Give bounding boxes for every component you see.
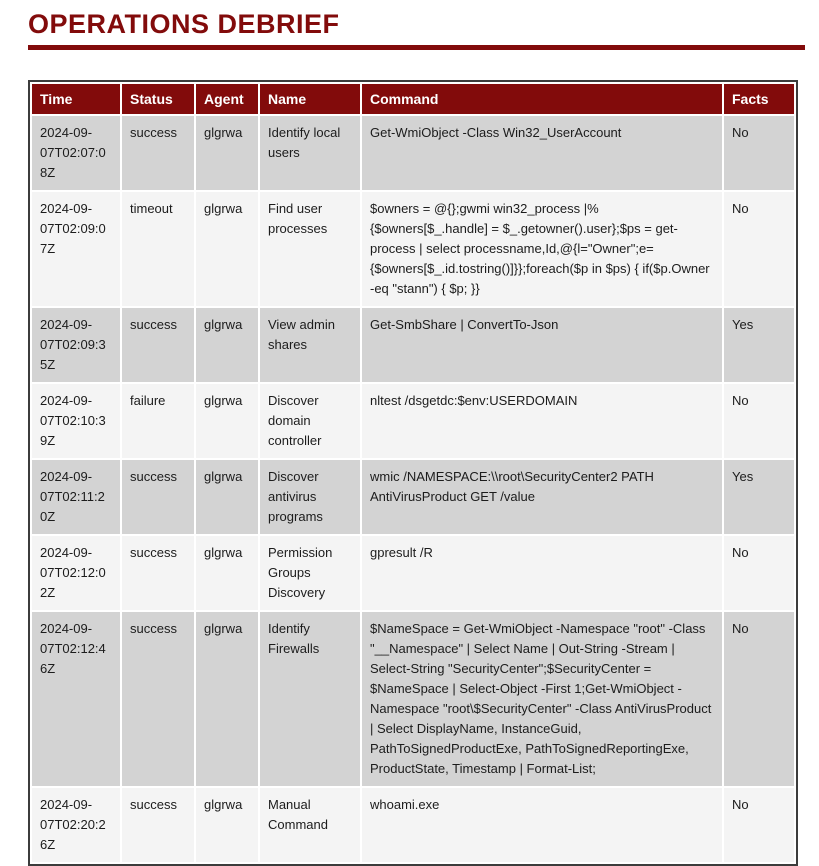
cell-agent: glgrwa [196,612,258,786]
cell-time: 2024-09-07T02:12:02Z [32,536,120,610]
cell-facts: No [724,192,794,306]
cell-time: 2024-09-07T02:09:07Z [32,192,120,306]
cell-name: Find user processes [260,192,360,306]
cell-status: failure [122,384,194,458]
cell-agent: glgrwa [196,384,258,458]
cell-facts: No [724,536,794,610]
column-header-time: Time [32,84,120,114]
cell-time: 2024-09-07T02:07:08Z [32,116,120,190]
cell-time: 2024-09-07T02:09:35Z [32,308,120,382]
cell-time: 2024-09-07T02:10:39Z [32,384,120,458]
cell-command: nltest /dsgetdc:$env:USERDOMAIN [362,384,722,458]
cell-command: wmic /NAMESPACE:\\root\SecurityCenter2 PATH AntiVirusProduct GET /value [362,460,722,534]
cell-status: success [122,788,194,862]
cell-name: Discover antivirus programs [260,460,360,534]
cell-command: Get-WmiObject -Class Win32_UserAccount [362,116,722,190]
table-row [32,384,794,458]
cell-status: success [122,612,194,786]
cell-command: gpresult /R [362,536,722,610]
cell-agent: glgrwa [196,308,258,382]
cell-command: $NameSpace = Get-WmiObject -Namespace "root" -Class "__Namespace" | Select Name | Out-String -Stream | Select-String "SecurityCenter";$SecurityCenter = $NameSpace | Select-Object -First 1;Get-WmiObject -Namespace "root\$SecurityCenter" -Class AntiVirusProduct | Select DisplayName, InstanceGuid, PathToSignedProductExe, PathToSignedReportingExe, ProductState, Timestamp | Format-List; [362,612,722,786]
column-header-status: Status [122,84,194,114]
cell-facts: Yes [724,308,794,382]
cell-facts: Yes [724,460,794,534]
column-header-facts: Facts [724,84,794,114]
cell-status: success [122,308,194,382]
table-row [32,308,794,382]
cell-status: success [122,536,194,610]
cell-agent: glgrwa [196,460,258,534]
table-row [32,788,794,862]
table-row [32,192,794,306]
table-header-row [32,84,794,114]
cell-name: Manual Command [260,788,360,862]
cell-command: whoami.exe [362,788,722,862]
cell-name: Permission Groups Discovery [260,536,360,610]
cell-name: Identify Firewalls [260,612,360,786]
operations-table [28,80,798,866]
cell-agent: glgrwa [196,536,258,610]
cell-status: success [122,116,194,190]
cell-name: View admin shares [260,308,360,382]
cell-time: 2024-09-07T02:11:20Z [32,460,120,534]
cell-agent: glgrwa [196,116,258,190]
table-row [32,116,794,190]
column-header-command: Command [362,84,722,114]
title-underline [28,45,805,50]
cell-time: 2024-09-07T02:12:46Z [32,612,120,786]
table-row [32,536,794,610]
cell-command: $owners = @{};gwmi win32_process |% {$owners[$_.handle] = $_.getowner().user};$ps = get-process | select processname,Id,@{l="Owner";e={$owners[$_.id.tostring()]}};foreach($p in $ps) { if($p.Owner -eq "stann") { $p; }} [362,192,722,306]
cell-name: Discover domain controller [260,384,360,458]
table-row [32,612,794,786]
cell-time: 2024-09-07T02:20:26Z [32,788,120,862]
cell-facts: No [724,612,794,786]
cell-facts: No [724,788,794,862]
cell-agent: glgrwa [196,788,258,862]
cell-status: success [122,460,194,534]
column-header-agent: Agent [196,84,258,114]
cell-facts: No [724,384,794,458]
column-header-name: Name [260,84,360,114]
cell-status: timeout [122,192,194,306]
cell-name: Identify local users [260,116,360,190]
table-row [32,460,794,534]
cell-agent: glgrwa [196,192,258,306]
page-title: OPERATIONS DEBRIEF [28,9,340,39]
cell-command: Get-SmbShare | ConvertTo-Json [362,308,722,382]
cell-facts: No [724,116,794,190]
